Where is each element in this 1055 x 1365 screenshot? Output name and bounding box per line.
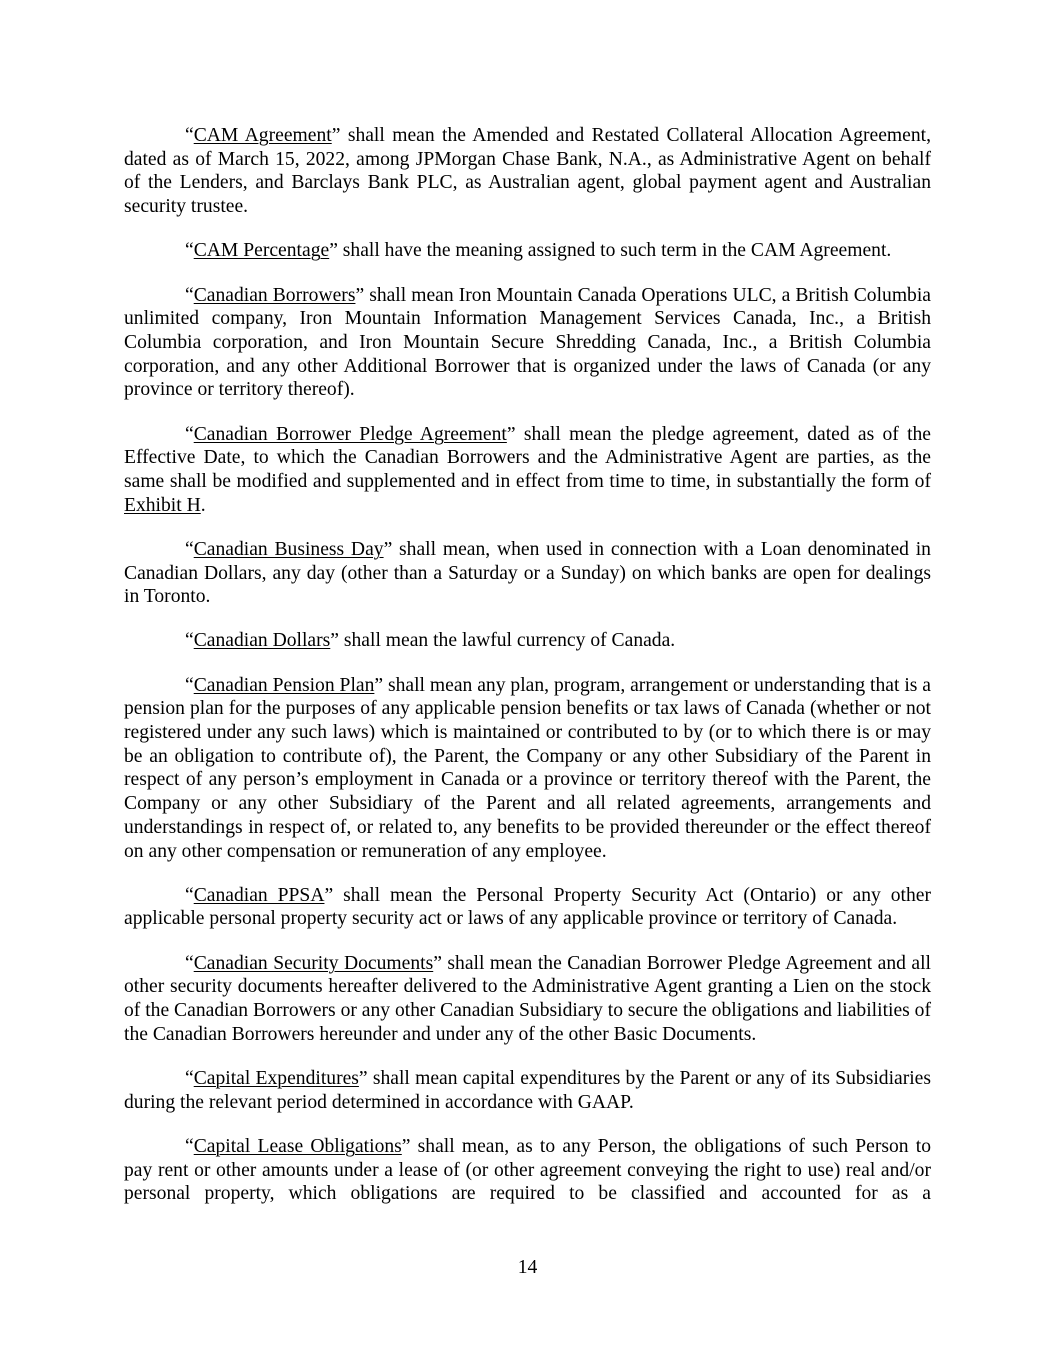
definition-text: ” shall have the meaning assigned to such term in the CAM Agreement. <box>329 240 892 262</box>
open-quote: “ <box>185 125 194 146</box>
page-number: 14 <box>517 1257 538 1278</box>
defined-term: Canadian Security Documents <box>193 952 434 974</box>
open-quote: “ <box>185 423 194 445</box>
definition-text: ” shall mean the lawful currency of Canada. <box>330 630 676 652</box>
definition-canadian-pension-plan <box>124 674 931 864</box>
definition-text: ” shall mean any plan, program, arrangement or understanding that is a pension plan for the purposes of any applicable pension benefits or tax laws of Canada (whether or not registered under any such laws) which is maintained or contributed to by (or to which there is or may be an obligation to contribute of), the Parent, the Company or any other Subsidiary of the Parent in respect of any person’s employment in Canada or a province or territory thereof with the Parent, the Company or any other Subsidiary of the Parent and all related agreements, arrangements and understandings in respect of, or related to, any benefits to be provided thereunder or the effect thereof on any other compensation or remuneration of any employee. <box>124 674 931 862</box>
open-quote: “ <box>185 1068 194 1089</box>
definition-tail: . <box>200 494 206 516</box>
definition-canadian-borrowers <box>124 284 931 403</box>
document-body <box>124 124 931 1227</box>
definition-canadian-business-day <box>124 538 931 609</box>
defined-term: CAM Agreement <box>193 125 332 146</box>
open-quote: “ <box>185 240 194 262</box>
open-quote: “ <box>185 884 194 906</box>
definition-canadian-dollars <box>124 629 931 653</box>
definition-text: ” shall mean the pledge agreement, dated as of the Effective Date, to which the Canadian Borrowers and the Administrative Agent are parties, as the same shall be modified and supplemented and in effect from time to time, in substantially the form of <box>124 423 932 492</box>
defined-term: Canadian Borrower Pledge Agreement <box>193 423 507 445</box>
definition-capital-expenditures <box>124 1067 931 1114</box>
defined-term: Canadian Pension Plan <box>193 674 375 696</box>
definition-capital-lease-obligations <box>124 1135 931 1206</box>
definition-text: ” shall mean, when used in connection with a Loan denominated in Canadian Dollars, any day (other than a Saturday or a Sunday) on which banks are open for dealings in Toronto. <box>124 538 931 608</box>
defined-term: Canadian Business Day <box>193 538 384 560</box>
open-quote: “ <box>185 952 194 974</box>
defined-term: Canadian PPSA <box>193 884 325 906</box>
open-quote: “ <box>185 674 194 696</box>
definition-text: ” shall mean capital expenditures by the Parent or any of its Subsidiaries during the relevant period determined in accordance with GAAP. <box>124 1068 931 1113</box>
defined-term: Canadian Dollars <box>193 630 331 652</box>
definition-text: ” shall mean the Personal Property Security Act (Ontario) or any other applicable personal property security act or laws of any applicable province or territory of Canada. <box>124 884 931 930</box>
definition-text: ” shall mean, as to any Person, the obligations of such Person to pay rent or other amounts under a lease of (or other agreement conveying the right to use) real and/or personal property, which obligations are required to be classified and accounted for as a <box>124 1135 931 1205</box>
defined-term: Capital Lease Obligations <box>193 1135 402 1157</box>
defined-term: Canadian Borrowers <box>193 284 356 306</box>
defined-term: Capital Expenditures <box>193 1068 359 1089</box>
definition-text: ” shall mean the Amended and Restated Collateral Allocation Agreement, dated as of March 15, 2022, among JPMorgan Chase Bank, N.A., as Administrative Agent on behalf of the Lenders, and Barclays Bank PLC, as Australian agent, global payment agent and Australian security trustee. <box>124 125 931 218</box>
definition-cam-percentage <box>124 239 931 263</box>
definition-text: ” shall mean Iron Mountain Canada Operations ULC, a British Columbia unlimited company, Iron Mountain Information Management Services Canada, Inc., a British Columbia corporation, and Iron Mountain Secure Shredding Canada, Inc., a British Columbia corporation, and any other Additional Borrower that is organized under the laws of Canada (or any province or territory thereof). <box>124 284 931 401</box>
open-quote: “ <box>185 1135 194 1157</box>
exhibit-reference: Exhibit H <box>124 494 201 516</box>
definition-canadian-borrower-pledge-agreement <box>124 423 931 518</box>
open-quote: “ <box>185 538 194 560</box>
definition-canadian-ppsa <box>124 884 931 931</box>
definition-canadian-security-documents <box>124 952 931 1047</box>
definition-text: ” shall mean the Canadian Borrower Pledge Agreement and all other security documents hereafter delivered to the Administrative Agent granting a Lien on the stock of the Canadian Borrowers or any other Canadian Subsidiary to secure the obligations and liabilities of the Canadian Borrowers hereunder and under any of the other Basic Documents. <box>124 952 931 1045</box>
defined-term: CAM Percentage <box>193 240 330 262</box>
open-quote: “ <box>185 284 194 306</box>
definition-cam-agreement <box>124 124 931 219</box>
open-quote: “ <box>185 630 194 652</box>
